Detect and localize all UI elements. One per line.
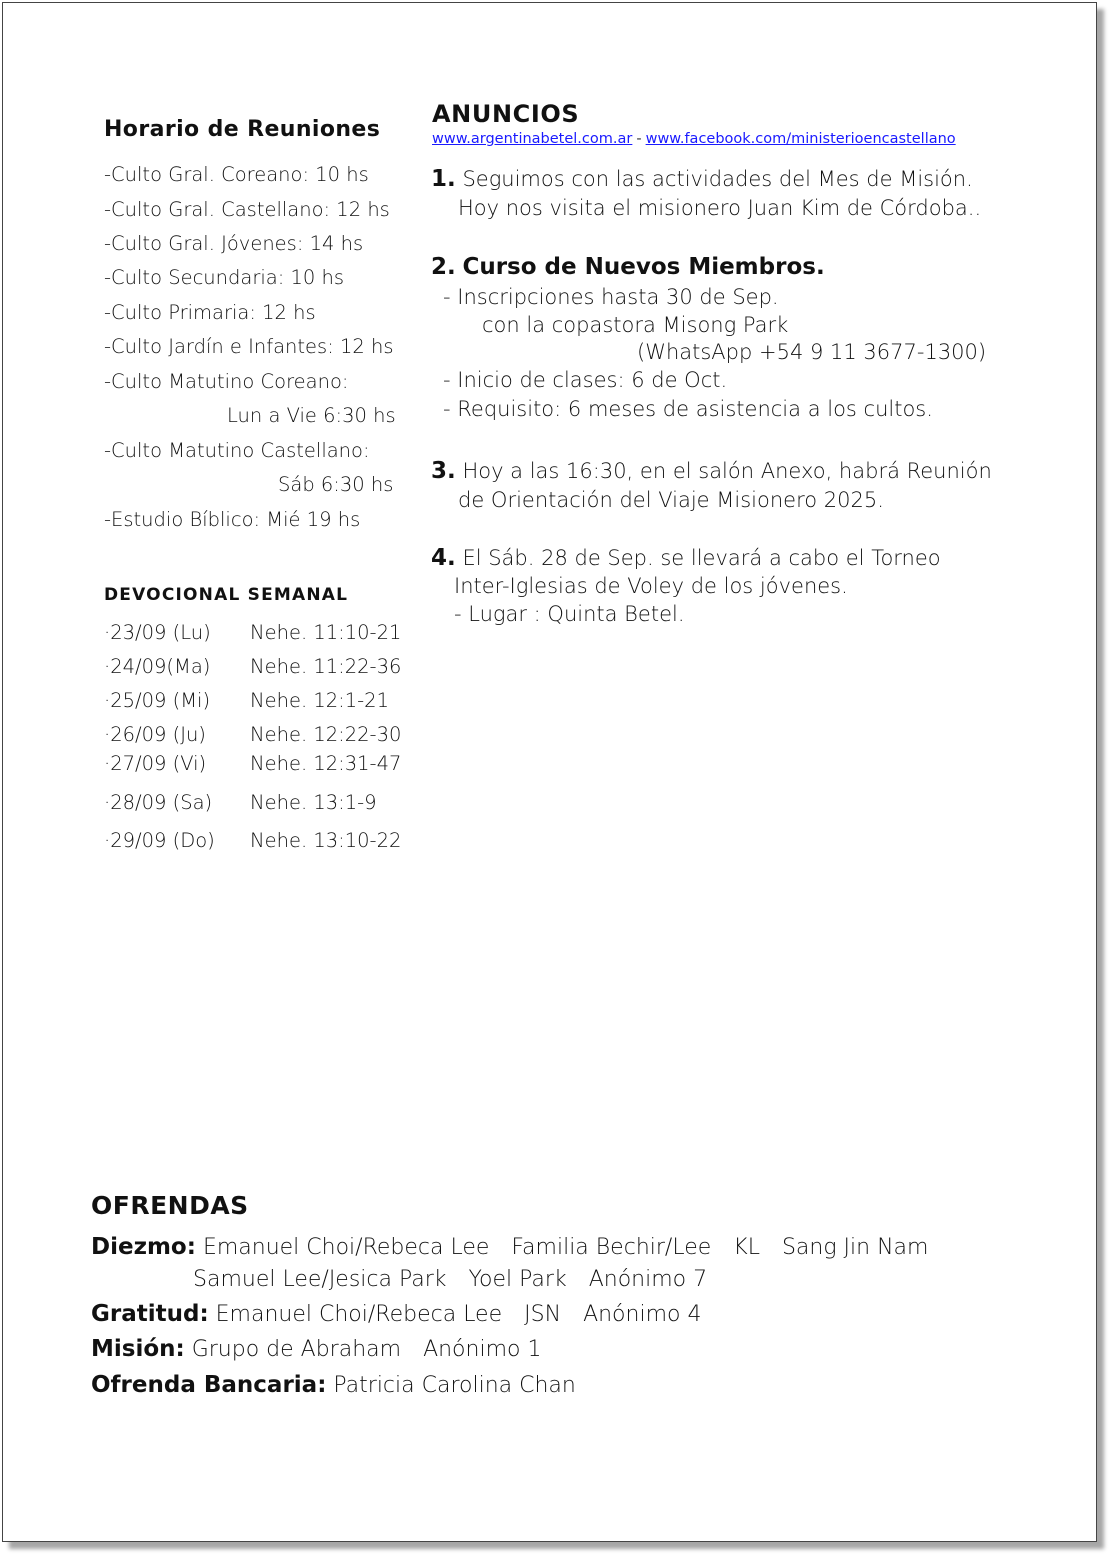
offering-name: Samuel Lee/Jesica Park	[193, 1267, 447, 1292]
website-link[interactable]: www.argentinabetel.com.ar	[432, 131, 633, 147]
devotional-date: ·29/09 (Do)	[104, 829, 215, 852]
devotional-date: ·28/09 (Sa)	[104, 791, 213, 814]
offerings-title: OFRENDAS	[91, 1191, 249, 1220]
announcement-2-line: - Inicio de clases: 6 de Oct.	[443, 368, 728, 392]
announcement-2-line: - Requisito: 6 meses de asistencia a los cultos.	[443, 397, 933, 421]
announcement-3-line: de Orientación del Viaje Misionero 2025.	[458, 488, 884, 512]
offering-name: Emanuel Choi/Rebeca Lee	[215, 1302, 503, 1327]
offerings-gratitud	[91, 1301, 701, 1327]
offering-name: Yoel Park	[468, 1267, 567, 1292]
offering-name: Sang Jin Nam	[781, 1235, 929, 1260]
schedule-item: -Culto Secundaria: 10 hs	[104, 266, 345, 289]
schedule-item: -Culto Gral. Coreano: 10 hs	[104, 163, 369, 186]
devotional-date: ·26/09 (Ju)	[104, 723, 206, 746]
devotional-ref: Nehe. 11:22-36	[250, 655, 402, 678]
schedule-item: -Culto Gral. Jóvenes: 14 hs	[104, 232, 364, 255]
offering-name: JSN	[524, 1302, 562, 1327]
announcement-number: 2.	[431, 254, 456, 280]
schedule-item: -Culto Primaria: 12 hs	[104, 301, 316, 324]
gratitud-label: Gratitud:	[91, 1301, 209, 1327]
offering-name: Anónimo 4	[583, 1302, 702, 1327]
schedule-item: -Culto Matutino Coreano:	[104, 370, 349, 393]
schedule-item: -Estudio Bíblico: Mié 19 hs	[104, 508, 361, 531]
bancaria-label: Ofrenda Bancaria:	[91, 1372, 327, 1398]
announcement-1-line	[431, 166, 973, 192]
announcements-title: ANUNCIOS	[432, 100, 580, 128]
facebook-link[interactable]: www.facebook.com/ministerioencastellano	[645, 131, 956, 147]
devotional-ref: Nehe. 12:1-21	[250, 689, 389, 712]
diezmo-label: Diezmo:	[91, 1234, 196, 1260]
bulletin-page	[2, 2, 1097, 1542]
offering-name: Anónimo 7	[588, 1267, 708, 1292]
schedule-item-time: Lun a Vie 6:30 hs	[227, 404, 396, 427]
devotional-title: DEVOCIONAL SEMANAL	[104, 585, 349, 605]
mision-label: Misión:	[91, 1336, 185, 1362]
schedule-item-time: Sáb 6:30 hs	[278, 473, 394, 496]
announcement-number: 4.	[431, 545, 456, 571]
announcement-text: Hoy a las 16:30, en el salón Anexo, habrá Reunión	[462, 459, 992, 483]
offering-name: Patricia Carolina Chan	[333, 1373, 576, 1398]
announcements-links	[432, 131, 956, 147]
link-separator: -	[636, 131, 642, 147]
offering-name: KL	[733, 1235, 760, 1260]
devotional-ref: Nehe. 11:10-21	[250, 621, 402, 644]
offerings-bancaria	[91, 1372, 576, 1398]
offerings-diezmo-cont	[193, 1267, 707, 1292]
devotional-ref: Nehe. 12:22-30	[250, 723, 402, 746]
announcement-2-line: con la copastora Misong Park	[482, 313, 789, 337]
announcement-3-line	[431, 458, 992, 484]
announcement-number: 3.	[431, 458, 456, 484]
offerings-mision	[91, 1336, 541, 1362]
offering-name: Emanuel Choi/Rebeca Lee	[202, 1235, 490, 1260]
announcement-title: Curso de Nuevos Miembros.	[462, 254, 825, 280]
announcement-4-line: - Lugar : Quinta Betel.	[454, 602, 685, 626]
devotional-date: ·27/09 (Vi)	[104, 752, 207, 775]
devotional-ref: Nehe. 13:10-22	[250, 829, 402, 852]
devotional-date: ·25/09 (Mi)	[104, 689, 211, 712]
devotional-date: ·24/09(Ma)	[104, 655, 211, 678]
announcement-1-line: Hoy nos visita el misionero Juan Kim de Córdoba..	[458, 196, 982, 220]
schedule-item: -Culto Matutino Castellano:	[104, 439, 370, 462]
schedule-title: Horario de Reuniones	[104, 117, 381, 142]
offering-name: Grupo de Abraham	[191, 1337, 402, 1362]
offering-name: Familia Bechir/Lee	[511, 1235, 712, 1260]
announcement-text: Seguimos con las actividades del Mes de Misión.	[462, 167, 973, 191]
announcement-2-heading	[431, 254, 825, 280]
devotional-date: ·23/09 (Lu)	[104, 621, 211, 644]
announcement-2-line: (WhatsApp +54 9 11 3677-1300)	[637, 340, 987, 364]
schedule-item: -Culto Gral. Castellano: 12 hs	[104, 198, 390, 221]
announcement-text: El Sáb. 28 de Sep. se llevará a cabo el Torneo	[462, 546, 941, 570]
devotional-ref: Nehe. 12:31-47	[250, 752, 402, 775]
announcement-2-line: - Inscripciones hasta 30 de Sep.	[443, 285, 779, 309]
announcement-number: 1.	[431, 166, 456, 192]
announcement-4-line: Inter-Iglesias de Voley de los jóvenes.	[454, 574, 848, 598]
announcement-4-line	[431, 545, 941, 571]
offering-name: Anónimo 1	[423, 1337, 542, 1362]
offerings-diezmo	[91, 1234, 928, 1260]
schedule-item: -Culto Jardín e Infantes: 12 hs	[104, 335, 394, 358]
devotional-ref: Nehe. 13:1-9	[250, 791, 377, 814]
